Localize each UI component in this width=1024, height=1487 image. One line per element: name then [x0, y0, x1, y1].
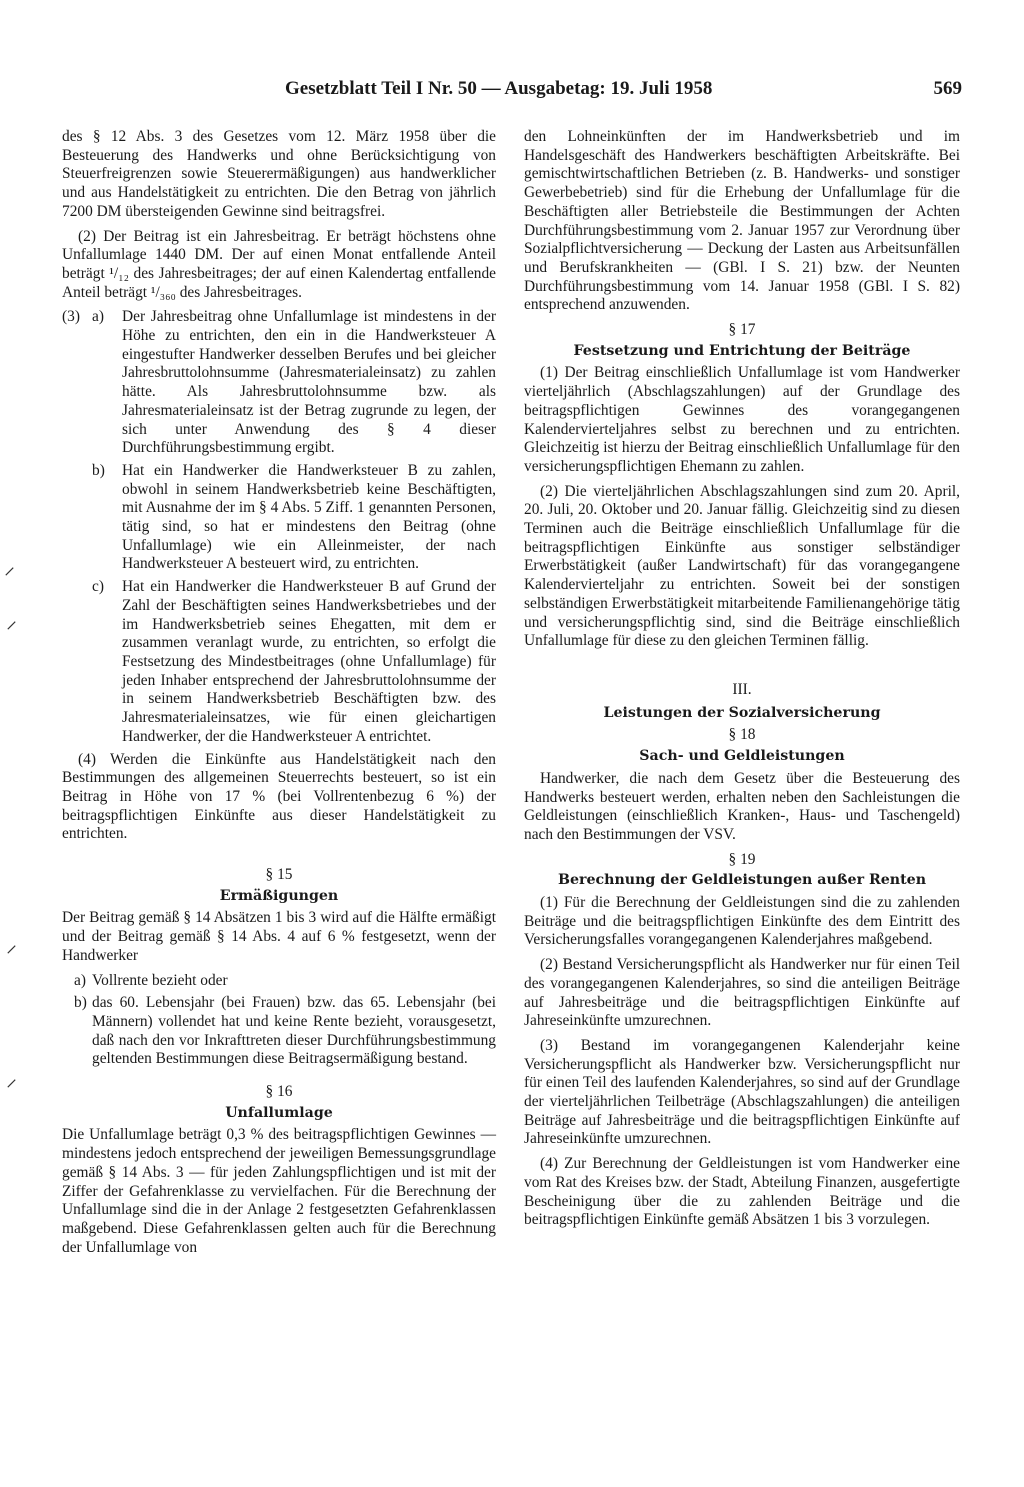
list-item	[62, 462, 496, 574]
list-text: das 60. Lebensjahr (bei Frauen) bzw. das 65. Lebensjahr (bei Männern) vollendet hat und keine Rente bezieht, vorausgesetzt, daß nach den vor Inkrafttreten dieser Durchführungsbestimmung geltenden Bestimmungen diese Beitragsermäßigung bestand.	[92, 994, 496, 1068]
paragraph: (4) Zur Berechnung der Geldleistungen ist vom Handwerker eine vom Rat des Kreises bzw. der Stadt, Abteilung Finanzen, ausgefertigte Bescheinigung über die zu zahlenden Beiträge und die beitragspflichtigen Einkünfte gemäß Absätzen 1 bis 3 vorzulegen.	[524, 1155, 960, 1229]
gazette-header-title: Gesetzblatt Teil I Nr. 50 — Ausgabetag: 19. Juli 1958	[285, 78, 713, 99]
left-column	[62, 128, 496, 1263]
margin-pencil-mark: ⸍	[6, 942, 18, 967]
paragraph: des § 12 Abs. 3 des Gesetzes vom 12. März 1958 über die Besteuerung des Handwerks und ohne Berücksichtigung von Steuerfreigrenzen sowie Steuerermäßigungen) aus handwerklicher und aus Handelstätigkeit zu entrichten. Die den Betrag von jährlich 7200 DM übersteigenden Gewinne sind beitragsfrei.	[62, 128, 496, 220]
list-text: Hat ein Handwerker die Handwerksteuer B zu zahlen, obwohl in seinem Handwerksbetrieb keine Beschäftigten, mit Ausnahme der im § 4 Abs. 5 Ziff. 1 genannten Personen, tätig sind, so hat er mindestens den Beitrag (ohne Unfallumlage) wie ein Alleinmeister, der nach Handwerksteuer A besteuert wird, zu entrichten.	[122, 461, 496, 573]
section-title: Festsetzung und Entrichtung der Beiträge	[573, 342, 911, 359]
paragraph: (2) Bestand Versicherungspflicht als Handwerker nur für einen Teil des vorangegangenen Kalenderjahres, so sind die anteiligen Beiträge auf Jahresbeiträge und die beitragspflichtigen Einkünfte auf Jahreseinkünfte umzurechnen.	[524, 956, 960, 1030]
section-number: § 17	[728, 321, 756, 339]
list-number: (3)	[62, 308, 80, 326]
list-item	[62, 972, 496, 991]
paragraph: (2) Die vierteljährlichen Abschlagszahlungen sind zum 20. April, 20. Juli, 20. Oktober und 20. Januar fällig. Gleichzeitig sind zu diesen Terminen auch die Beiträge einschließlich Unfallumlage für die beitragspflichtigen Einkünfte aus sonstiger selbständiger Erwerbstätigkeit (außer Landwirtschaft) für das vorangegangene Kalendervierteljahr zu entrichten. Soweit bei der sonstigen selbständigen Erwerbstätigkeit mitarbeitende Familienangehörige tätig und versicherungspflichtig sind, sind die Beiträge einschließlich Unfallumlage für diese zu den gleichen Terminen fällig.	[524, 482, 960, 650]
list-item	[62, 308, 496, 458]
right-column	[524, 128, 960, 1236]
list-marker: b)	[74, 994, 87, 1012]
paragraph: Die Unfallumlage beträgt 0,3 % des beitragspflichtigen Gewinnes — mindestens jedoch entsprechend der jeweiligen Bemessungsgrundlage gemäß § 14 Abs. 3 — für jeden Zahlungspflichtigen und ist mit der Ziffer der Gefahrenklasse zu vervielfachen. Für die Berechnung der Unfallumlage sind die in der Anlage 2 festgesetzten Gefahrenklassen maßgebend. Diese Gefahrenklassen gelten auch für die Berechnung der Unfallumlage von	[62, 1126, 496, 1256]
paragraph: den Lohneinkünften der im Handwerksbetrieb und im Handelsgeschäft des Handwerkers beschäftigten Arbeitskräfte. Bei gemischtwirtschaftlichen Betrieben (z. B. Handwerks- und sonstiger Gewerbebetrieb) sind für die Erhebung der Unfallumlage für die Beschäftigten aller Betriebsteile die Bestimmungen der Achten Durchführungsbestimmung vom 2. Januar 1957 zur Verordnung über Sozialpflichtversicherung — Deckung der Lasten aus Arbeitsunfällen und Berufskrankheiten — (GBl. I S. 21) bzw. der Neunten Durchführungsbestimmung vom 14. Januar 1958 (GBl. I S. 82) entsprechend anzuwenden.	[524, 128, 960, 314]
page-number: 569	[933, 78, 962, 99]
margin-pencil-mark: ⸍	[6, 1076, 18, 1101]
list-text: Hat ein Handwerker die Handwerksteuer B auf Grund der Zahl der Beschäftigten seines Handwerksbetriebes und der im Handwerksbetrieb seines Ehegatten, mit dem er zusammen veranlagt wurde, zu entrichten, so erfolgt die Festsetzung des Mindestbeitrages (ohne Unfallumlage) für jeden Inhaber entsprechend der Jahresbruttolohnsumme der in seinem Handwerksbetrieb Beschäftigten bzw. des Jahresmaterialeinsatzes, wie für einen gleichartigen Handwerker, der die Handwerksteuer A entrichtet.	[122, 578, 496, 745]
list-marker: a)	[92, 308, 104, 326]
list-marker: a)	[74, 971, 86, 989]
section-title: Ermäßigungen	[219, 887, 339, 904]
paragraph: (1) Für die Berechnung der Geldleistungen sind die zu zahlenden Beiträge und die beitragspflichtigen Einkünfte des dem Eintritt des Versicherungsfalles vorangegangenen Kalenderjahres maßgebend.	[524, 894, 960, 949]
list-text: Vollrente bezieht oder	[92, 971, 228, 989]
list-item	[62, 578, 496, 746]
section-number: § 16	[265, 1083, 293, 1101]
section-number: § 18	[728, 726, 756, 744]
list-marker: c)	[92, 578, 104, 596]
list-text: Der Jahresbeitrag ohne Unfallumlage ist mindestens in der Höhe zu entrichten, den ein in die Handwerksteuer A eingestufter Handwerker desselben Berufes und bei gleicher Jahresbruttolohnsumme (Jahresmaterialeinsatz) zu zahlen hätte. Als Jahresbruttolohnsumme bzw. als Jahresmaterialeinsatz ist der Betrag zugrunde zu legen, der sich unter Anwendung des § 4 dieser Durchführungsbestimmung ergibt.	[122, 308, 496, 457]
part-title: Leistungen der Sozialversicherung	[603, 704, 881, 721]
paragraph: Der Beitrag gemäß § 14 Absätzen 1 bis 3 wird auf die Hälfte ermäßigt und der Beitrag gemäß § 14 Abs. 4 auf 6 % festgesetzt, wenn der Handwerker	[62, 909, 496, 964]
section-number: § 19	[728, 850, 756, 868]
paragraph: (4) Werden die Einkünfte aus Handelstätigkeit nach den Bestimmungen des allgemeinen Steuerrechts besteuert, so ist ein Beitrag in Höhe von 17 % (bei Vollrentenbezug 6 %) der beitragspflichtigen Einkünfte aus dieser Handelstätigkeit zu entrichten.	[62, 750, 496, 843]
margin-pencil-mark: ⸍	[4, 564, 16, 589]
page-header	[70, 78, 962, 104]
section-number: § 15	[265, 866, 293, 884]
section-title: Berechnung der Geldleistungen außer Renten	[557, 872, 927, 889]
list-item	[62, 994, 496, 1069]
part-number: III.	[732, 680, 752, 698]
paragraph: (2) Der Beitrag ist ein Jahresbeitrag. Er beträgt höchstens ohne Unfallumlage 1440 DM. Der auf einen Monat entfallende Anteil beträgt ¹/₁₂ des Jahresbeitrages; der auf einen Kalendertag entfallende Anteil beträgt ¹/₃₆₀ des Jahresbeitrages.	[62, 227, 496, 301]
paragraph: Handwerker, die nach dem Gesetz über die Besteuerung des Handwerks besteuert werden, erhalten neben den Sachleistungen die Geldleistungen (einschließlich Kranken-, Haus- und Taschengeld) nach den Bestimmungen der VSV.	[524, 769, 960, 843]
list-marker: b)	[92, 461, 105, 479]
section-title: Unfallumlage	[225, 1104, 333, 1121]
paragraph: (1) Der Beitrag einschließlich Unfallumlage ist vom Handwerker vierteljährlich (Abschlagszahlungen) auf der Grundlage des beitragspflichtigen Gewinnes des vorangegangenen Kalendervierteljahres selbst zu berechnen und zu entrichten. Gleichzeitig ist hierzu der Beitrag einschließlich Unfallumlage für den versicherungspflichtigen Ehemann zu zahlen.	[524, 364, 960, 475]
section-title: Sach- und Geldleistungen	[639, 748, 845, 765]
margin-pencil-mark: ⸍	[6, 618, 18, 643]
paragraph: (3) Bestand im vorangegangenen Kalenderjahr keine Versicherungspflicht als Handwerker bzw. Versicherungspflicht nur für einen Teil des laufenden Kalenderjahres, so sind auf der Grundlage der vierteljährlichen Teilbeträge (Abschlagszahlungen) die anteiligen Beiträge auf Jahresbeiträge und die beitragspflichtigen Einkünfte auf Jahreseinkünfte umzurechnen.	[524, 1036, 960, 1148]
